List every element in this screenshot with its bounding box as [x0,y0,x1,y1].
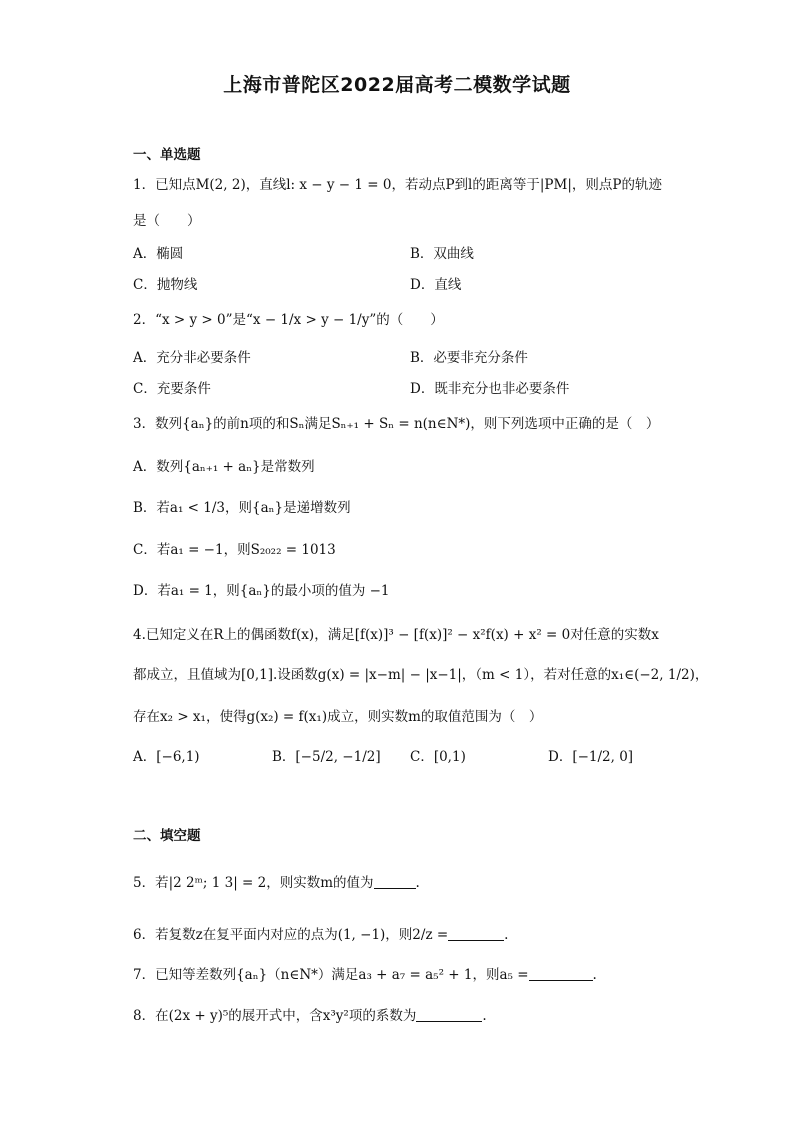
answer-blank[interactable] [416,1007,482,1022]
question-2-option-a: A．充分非必要条件 [133,350,251,366]
question-2-option-b: B．必要非充分条件 [410,350,528,366]
answer-blank[interactable] [374,874,416,889]
question-1-option-a: A．椭圆 [133,246,184,262]
question-3-option-d: D．若a₁ = 1，则{aₙ}的最小项的值为 −1 [133,583,390,599]
answer-blank[interactable] [448,926,504,941]
question-2-option-c: C．充要条件 [133,381,211,397]
question-4-line-3: 存在x₂ > x₁，使得g(x₂) = f(x₁)成立，则实数m的取值范围为（ ） [133,709,543,725]
answer-blank[interactable] [529,966,593,981]
question-4-option-b: B．[−5/2, −1/2] [272,749,381,765]
question-8-end: . [482,1008,487,1024]
question-1-option-b: B．双曲线 [410,246,474,262]
question-5 [133,874,420,892]
question-3-option-c: C．若a₁ = −1，则S₂₀₂₂ = 1013 [133,542,336,558]
question-3-option-b: B．若a₁ < 1/3，则{aₙ}是递增数列 [133,500,351,516]
question-1-option-d: D．直线 [410,277,462,293]
question-1-line-2: 是（ ） [133,213,201,229]
question-4-option-a: A．[−6,1) [133,749,200,765]
section-heading-fill-in: 二、填空题 [133,828,201,844]
question-4-option-c: C．[0,1) [410,749,466,765]
question-2-stem: 2．“x > y > 0”是“x − 1/x > y − 1/y”的（ ） [133,312,444,328]
question-4-line-2: 都成立，且值域为[0,1].设函数g(x) = |x−m| − |x−1|，（m < 1），若对任意的x₁∈(−2, 1/2)， [133,667,709,683]
question-6-end: . [504,927,509,943]
question-3-stem: 3．数列{aₙ}的前n项的和Sₙ满足Sₙ₊₁ + Sₙ = n(n∈N*)，则下列选项中正确的是（ ） [133,416,660,432]
question-1-line-1: 1．已知点M(2, 2)，直线l: x − y − 1 = 0，若动点P到l的距离等于|PM|，则点P的轨迹 [133,177,662,193]
question-6 [133,926,508,944]
question-2-option-d: D．既非充分也非必要条件 [410,381,570,397]
question-4-option-d: D．[−1/2, 0] [548,749,634,765]
question-7-stem: 7．已知等差数列{aₙ}（n∈N*）满足a₃ + a₇ = a₅² + 1，则a₅ = [133,967,529,983]
question-4-line-1: 4.已知定义在R上的偶函数f(x)，满足[f(x)]³ − [f(x)]² − x²f(x) + x² = 0对任意的实数x [133,627,659,643]
question-5-stem: 5．若|2 2ᵐ; 1 3| = 2，则实数m的值为 [133,875,374,891]
question-1-option-c: C．抛物线 [133,277,198,293]
question-7 [133,966,597,984]
question-6-stem: 6．若复数z在复平面内对应的点为(1, −1)，则2/z = [133,927,449,943]
question-7-end: . [592,967,597,983]
question-3-option-a: A．数列{aₙ₊₁ + aₙ}是常数列 [133,459,315,475]
question-5-end: . [415,875,420,891]
section-heading-single-choice: 一、单选题 [133,147,201,163]
question-8 [133,1007,487,1025]
page-title: 上海市普陀区2022届高考二模数学试题 [223,74,571,96]
question-8-stem: 8．在(2x + y)⁵的展开式中，含x³y²项的系数为 [133,1008,417,1024]
